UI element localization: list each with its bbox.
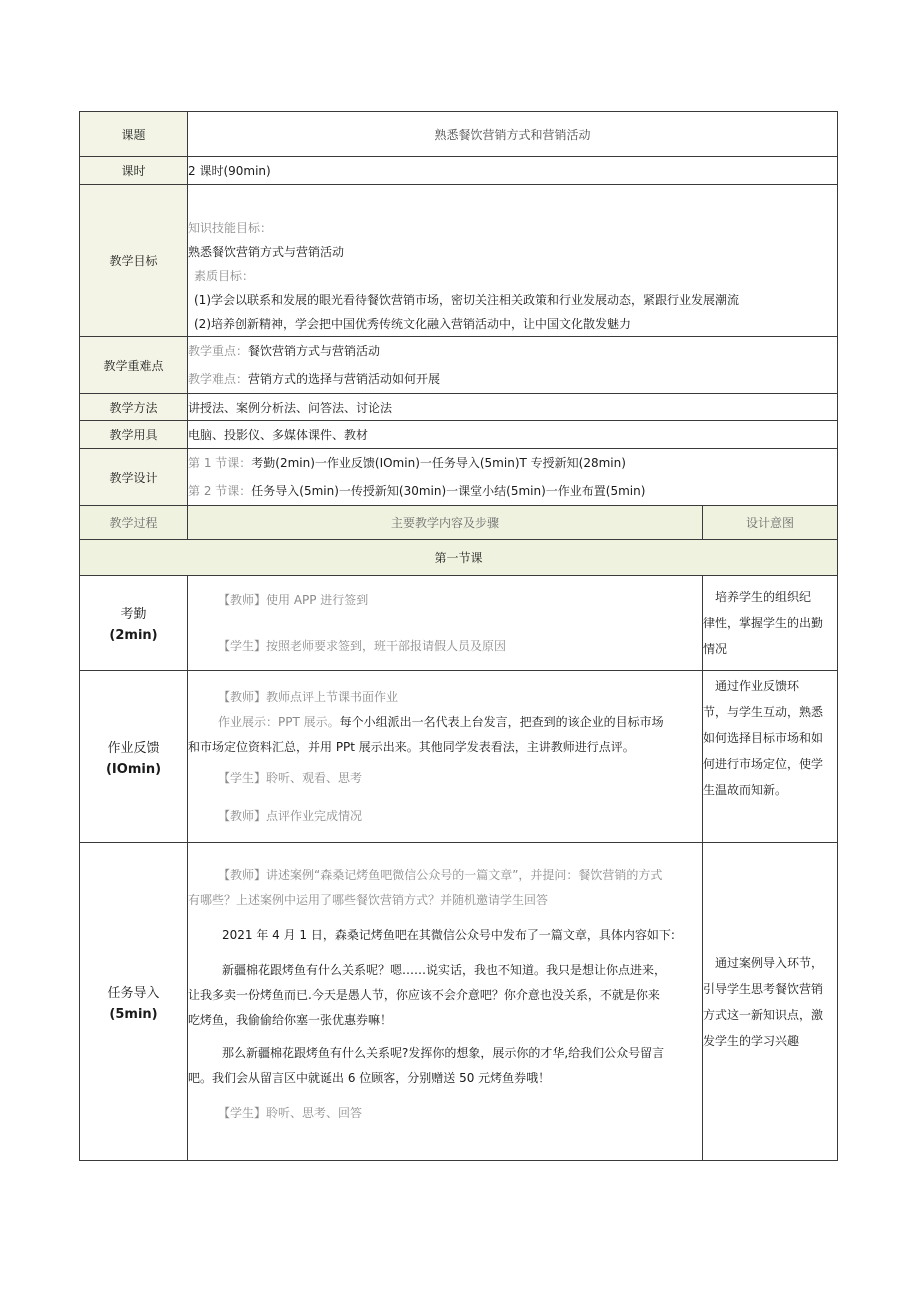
process-header-col2: 主要教学内容及步骤 — [188, 506, 703, 540]
step-intro-intent — [703, 843, 838, 1161]
process-header-row — [80, 506, 838, 540]
step-feedback-content — [188, 671, 703, 843]
step-intro-name: 任务导入 — [107, 985, 160, 1001]
step-attendance-row — [80, 576, 838, 671]
quality-heading: 素质目标： — [194, 269, 255, 283]
design-line-1 — [188, 449, 837, 477]
step-feedback-time: (IOmin) — [105, 761, 162, 777]
intent-line: 情况 — [703, 642, 728, 656]
method-value: 讲授法、案例分析法、问答法、讨论法 — [188, 394, 838, 421]
quality-item-2: (2)培养创新精神，学会把中国优秀传统文化融入营销活动中，让中国文化散发魅力 — [194, 317, 632, 331]
design-line-2 — [188, 477, 837, 505]
intent-line: 如何选择目标市场和如 — [703, 731, 824, 745]
goals-content — [188, 185, 838, 337]
step-intro-line-6: 吃烤鱼，我偷偷给你塞一张优惠券嘛！ — [188, 1013, 393, 1027]
intent-line: 通过作业反馈环 — [703, 679, 800, 693]
intent-line: 方式这一新知识点，激 — [703, 1007, 824, 1022]
difficult-point-text: 营销方式的选择与营销活动如何开展 — [248, 372, 441, 386]
tools-label: 教学用具 — [80, 421, 188, 449]
intent-line: 引导学生思考餐饮营销 — [703, 981, 824, 996]
step-attendance-name-cell — [80, 576, 188, 671]
step-intro-line-4: 新疆棉花跟烤鱼有什么关系呢？嗯……说实话，我也不知道。我只是想让你点进来， — [222, 963, 667, 977]
step-attendance-line-1: 【教师】使用 APP 进行签到 — [218, 592, 369, 607]
lesson-plan-table — [79, 111, 838, 1161]
knowledge-heading: 知识技能目标： — [188, 221, 273, 235]
intent-line: 节，与学生互动，熟悉 — [703, 705, 824, 719]
intent-line: 律性，掌握学生的出勤 — [703, 616, 824, 630]
design-line-2-text: 任务导入(5min)一传授新知(30min)一课堂小结(5min)一作业布置(5min) — [251, 484, 646, 498]
step-intro-line-3: 2021 年 4 月 1 日，森桑记烤鱼吧在其微信公众号中发布了一篇文章，具体内容如下: — [222, 928, 675, 942]
section-row — [80, 540, 838, 576]
design-line-1-prefix: 第 1 节课： — [188, 456, 252, 470]
design-row — [80, 449, 838, 506]
process-header-col3: 设计意图 — [703, 506, 838, 540]
step-intro-line-8: 吧。我们会从留言区中就诞出 6 位顾客，分别赠送 50 元烤鱼券哦！ — [188, 1071, 551, 1085]
step-feedback-row — [80, 671, 838, 843]
key-points-content — [188, 337, 838, 394]
goals-row — [80, 185, 838, 337]
goals-label: 教学目标 — [80, 185, 188, 337]
topic-label: 课题 — [80, 112, 188, 157]
process-header-col1: 教学过程 — [80, 506, 188, 540]
step-intro-name-cell — [80, 843, 188, 1161]
key-point-text: 餐饮营销方式与营销活动 — [248, 344, 381, 358]
topic-row — [80, 112, 838, 157]
section-title: 第一节课 — [80, 540, 838, 576]
method-row — [80, 394, 838, 421]
step-feedback-display: 作业展示：PPT 展示。 — [218, 714, 340, 729]
step-attendance-name: 考勤 — [120, 607, 147, 622]
step-feedback-name-cell — [80, 671, 188, 843]
key-points-label: 教学重难点 — [80, 337, 188, 394]
key-point — [188, 337, 837, 365]
step-attendance-line-2: 【学生】按照老师要求签到，班干部报请假人员及原因 — [218, 638, 507, 653]
step-feedback-line-2 — [188, 710, 702, 735]
step-intro-line-2: 有哪些？上述案例中运用了哪些餐饮营销方式？并随机邀请学生回答 — [188, 893, 549, 907]
design-label: 教学设计 — [80, 449, 188, 506]
hours-row — [80, 157, 838, 185]
hours-label: 课时 — [80, 157, 188, 185]
hours-value: 2 课时(90min) — [188, 157, 838, 185]
step-feedback-line-4: 【学生】聆听、观看、思考 — [218, 770, 363, 785]
knowledge-item: 熟悉餐饮营销方式与营销活动 — [188, 245, 345, 259]
design-line-1-text: 考勤(2min)一作业反馈(IOmin)一任务导入(5min)T 专授新知(28min) — [251, 456, 626, 470]
step-intro-line-7: 那么新疆棉花跟烤鱼有什么关系呢?发挥你的想象，展示你的才华,给我们公众号留言 — [222, 1046, 665, 1060]
step-intro-row — [80, 843, 838, 1161]
step-intro-line-1: 【教师】讲述案例“森桑记烤鱼吧微信公众号的一篇文章”，并提问：餐饮营销的方式 — [218, 868, 663, 882]
intent-line: 何进行市场定位，使学 — [703, 757, 824, 771]
tools-row — [80, 421, 838, 449]
step-feedback-name: 作业反馈 — [107, 740, 160, 756]
difficult-point-prefix: 教学难点： — [188, 372, 249, 386]
step-feedback-intent — [703, 671, 838, 843]
intent-line: 通过案例导入环节， — [703, 955, 824, 970]
step-attendance-time: (2min) — [109, 628, 158, 643]
step-feedback-line-1: 【教师】教师点评上节课书面作业 — [218, 689, 399, 704]
key-point-prefix: 教学重点： — [188, 344, 249, 358]
tools-value: 电脑、投影仪、多媒体课件、教材 — [188, 421, 838, 449]
step-feedback-line-3: 和市场定位资料汇总，并用 PPt 展示出来。其他同学发表看法，主讲教师进行点评。 — [188, 739, 635, 754]
design-content — [188, 449, 838, 506]
step-intro-content — [188, 843, 703, 1161]
step-attendance-content — [188, 576, 703, 671]
intent-line: 生温故而知新。 — [703, 783, 788, 797]
intent-line: 培养学生的组织纪 — [703, 590, 812, 604]
step-intro-line-9: 【学生】聆听、思考、回答 — [218, 1106, 363, 1120]
design-line-2-prefix: 第 2 节课： — [188, 484, 252, 498]
quality-item-1: (1)学会以联系和发展的眼光看待餐饮营销市场，密切关注相关政策和行业发展动态，紧跟行业发展潮流 — [194, 293, 740, 307]
intent-line: 发学生的学习兴趣 — [703, 1033, 800, 1048]
step-intro-time: (5min) — [109, 1006, 158, 1022]
step-feedback-line-5: 【教师】点评作业完成情况 — [218, 808, 363, 823]
step-feedback-display-detail: 每个小组派出一名代表上台发言，把查到的该企业的目标市场 — [339, 714, 664, 729]
key-points-row — [80, 337, 838, 394]
topic-title: 熟悉餐饮营销方式和营销活动 — [188, 112, 838, 157]
step-intro-line-5: 让我多卖一份烤鱼而已.今天是愚人节，你应该不会介意吧？你介意也没关系，不就是你来 — [188, 988, 660, 1002]
difficult-point — [188, 365, 837, 393]
method-label: 教学方法 — [80, 394, 188, 421]
step-attendance-intent — [703, 576, 838, 671]
